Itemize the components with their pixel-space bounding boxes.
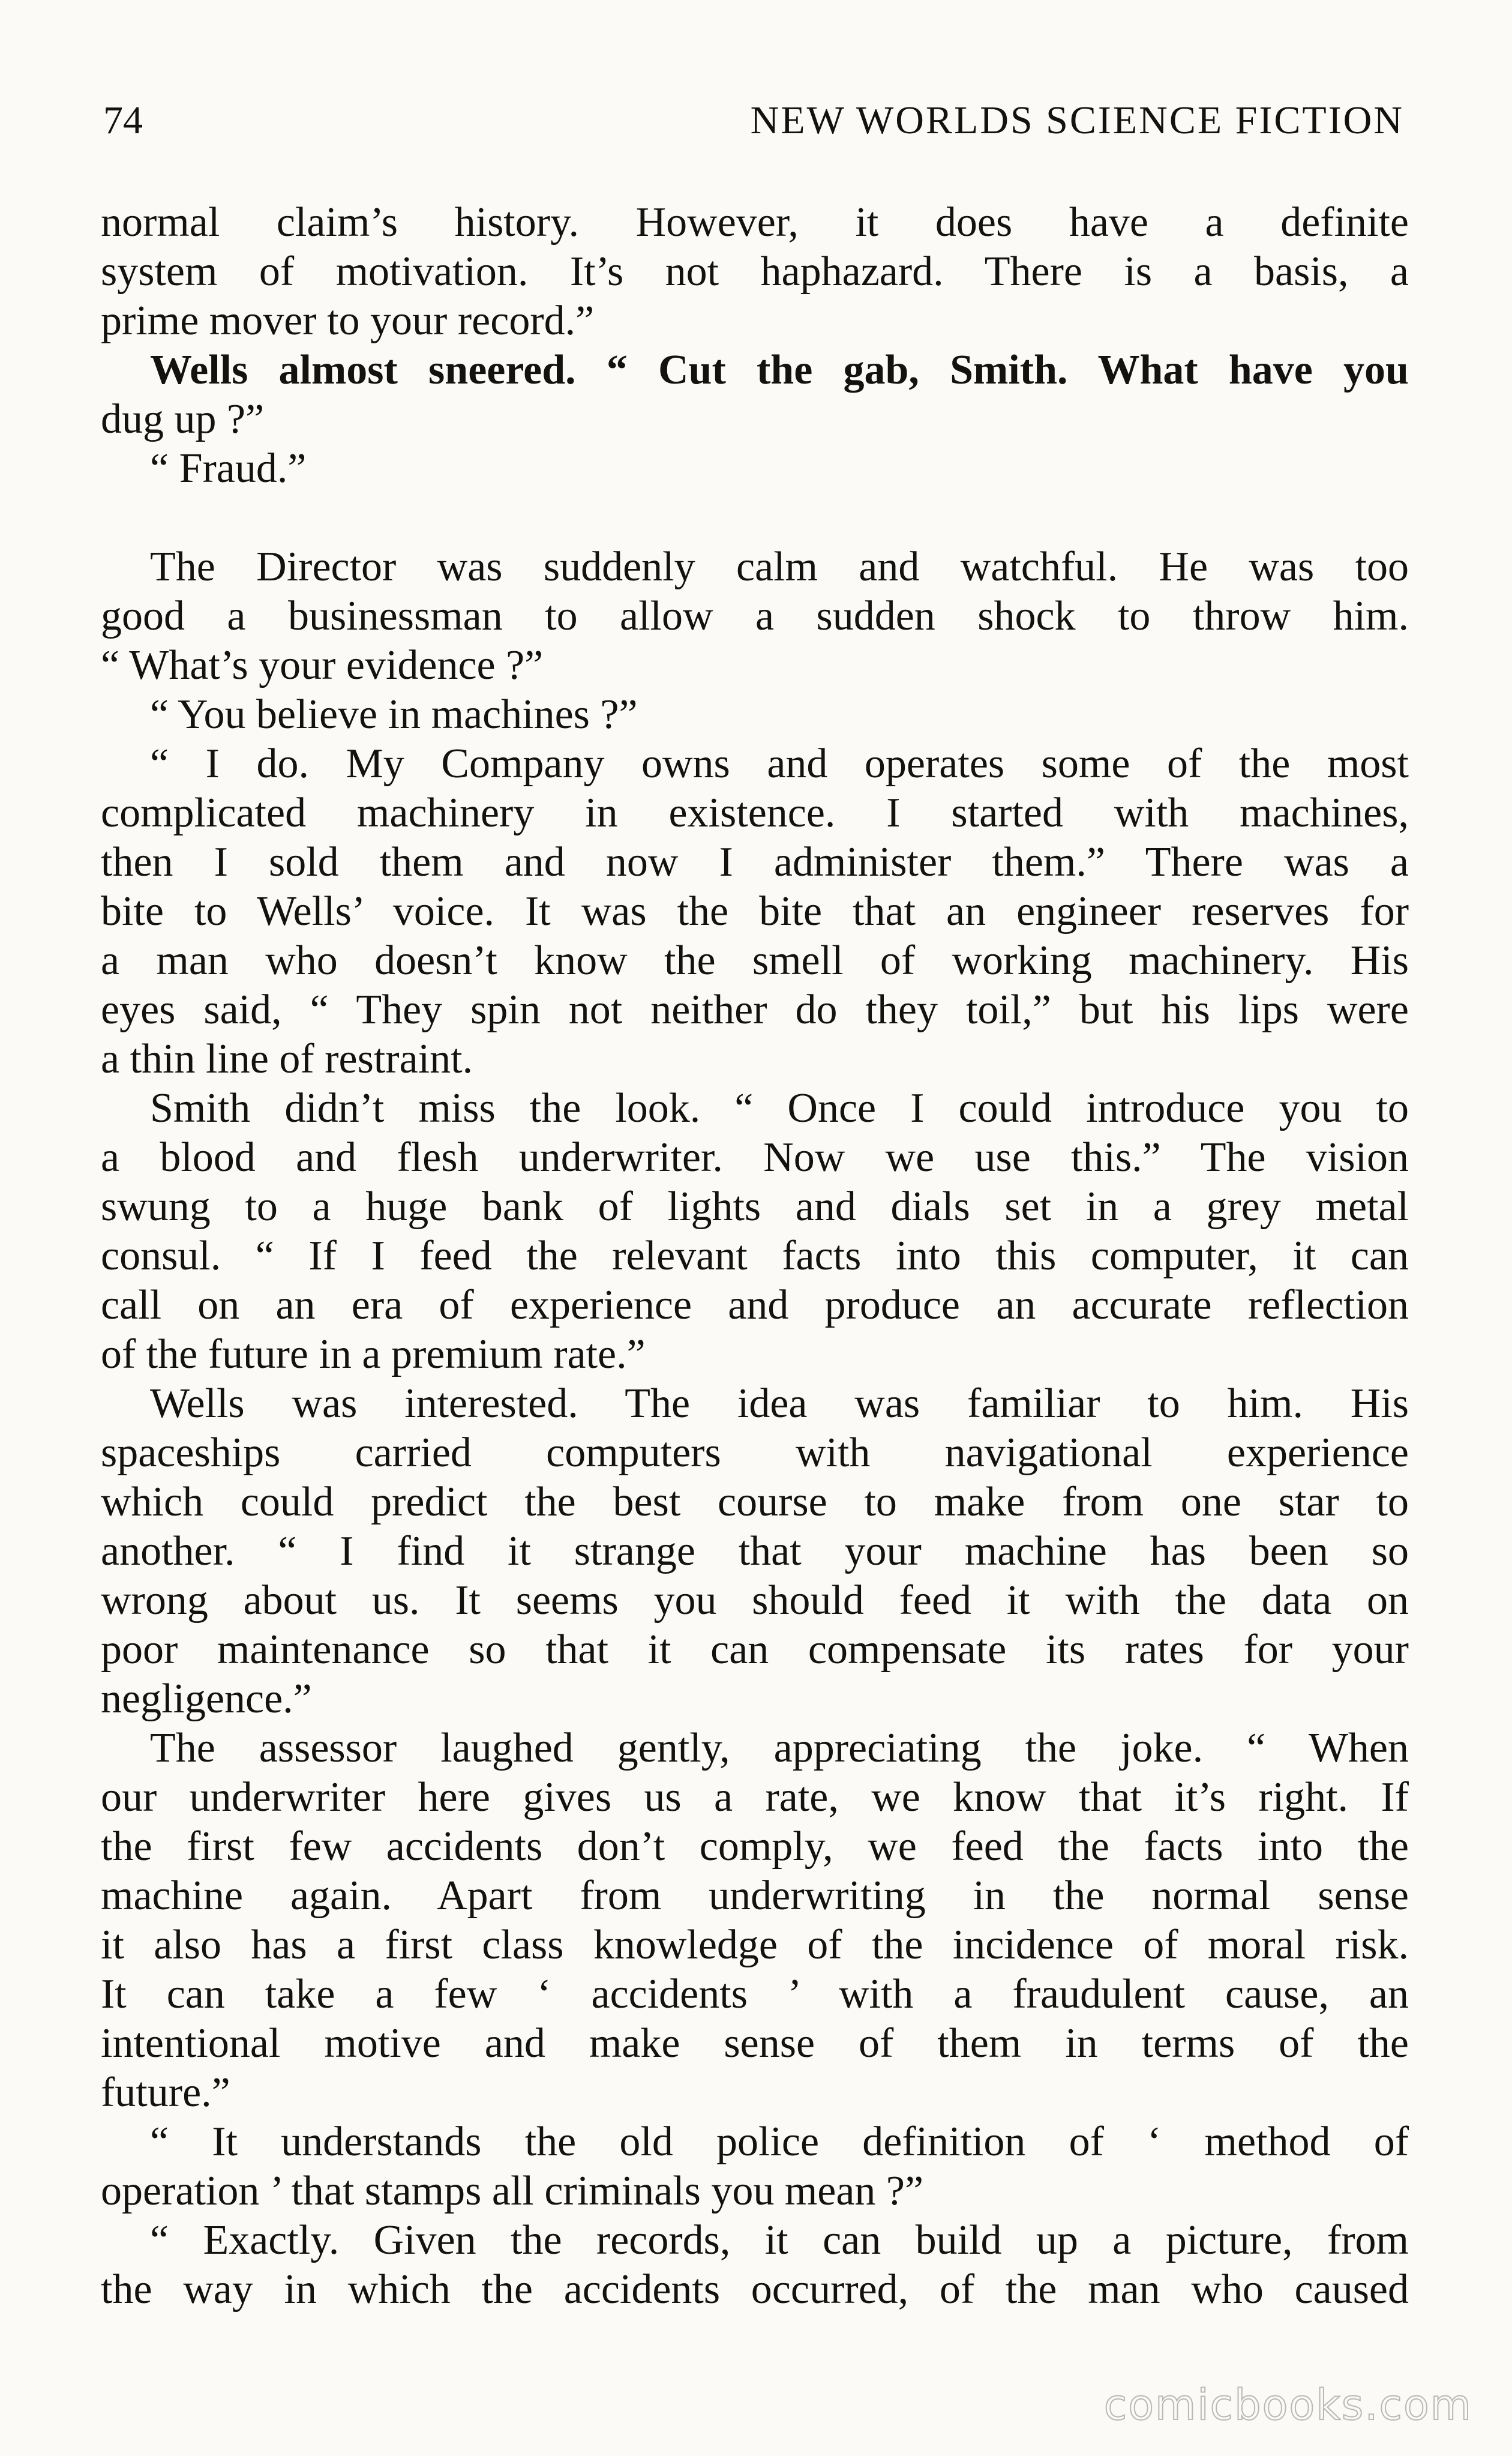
text-line: another. “ I find it strange that your machine has been so xyxy=(101,1528,1409,1574)
text-line: dug up ?” xyxy=(101,396,265,442)
text-line: a blood and flesh underwriter. Now we use this.” The vision xyxy=(101,1134,1409,1181)
text-line: “ I do. My Company owns and operates some of the most xyxy=(150,741,1409,787)
text-line: prime mover to your record.” xyxy=(101,298,595,344)
text-line: Wells almost sneered. “ Cut the gab, Smith. What have you xyxy=(150,347,1409,393)
text-line: then I sold them and now I administer them.” There was a xyxy=(101,839,1409,885)
text-line: “ You believe in machines ?” xyxy=(150,691,638,738)
text-line: the way in which the accidents occurred, of the man who caused xyxy=(101,2266,1409,2313)
text-line: system of motivation. It’s not haphazard. There is a basis, a xyxy=(101,248,1409,295)
text-line: swung to a huge bank of lights and dials set in a grey metal xyxy=(101,1184,1409,1230)
text-line: The Director was suddenly calm and watchful. He was too xyxy=(150,544,1409,590)
text-line: it also has a first class knowledge of the incidence of moral risk. xyxy=(101,1922,1409,1968)
page-number: 74 xyxy=(103,98,143,142)
text-line: which could predict the best course to make from one star to xyxy=(101,1479,1409,1525)
text-line: consul. “ If I feed the relevant facts into this computer, it can xyxy=(101,1233,1409,1279)
text-line: machine again. Apart from underwriting in the normal sense xyxy=(101,1873,1409,1919)
text-line: The assessor laughed gently, appreciating the joke. “ When xyxy=(150,1725,1409,1771)
text-line: “ It understands the old police definition of ‘ method of xyxy=(150,2119,1409,2165)
text-line: wrong about us. It seems you should feed it with the data on xyxy=(101,1577,1409,1624)
text-line: complicated machinery in existence. I started with machines, xyxy=(101,790,1409,836)
text-line: a thin line of restraint. xyxy=(101,1036,473,1082)
text-line: poor maintenance so that it can compensate its rates for your xyxy=(101,1627,1409,1673)
text-line: operation ’ that stamps all criminals you mean ?” xyxy=(101,2168,924,2214)
text-line: intentional motive and make sense of them in terms of the xyxy=(101,2020,1409,2066)
body-text xyxy=(101,198,1409,2314)
text-line: call on an era of experience and produce an accurate reflection xyxy=(101,1282,1409,1328)
text-line: Wells was interested. The idea was familiar to him. His xyxy=(150,1380,1409,1427)
text-line: bite to Wells’ voice. It was the bite that an engineer reserves for xyxy=(101,888,1409,935)
text-line: good a businessman to allow a sudden shock to throw him. xyxy=(101,593,1409,639)
text-line: a man who doesn’t know the smell of working machinery. His xyxy=(101,938,1409,984)
text-line: It can take a few ‘ accidents ’ with a fraudulent cause, an xyxy=(101,1971,1409,2017)
site-watermark: comicbooks.com xyxy=(1103,2380,1472,2430)
text-line: of the future in a premium rate.” xyxy=(101,1331,646,1377)
paragraph-gap xyxy=(101,493,1409,543)
text-line: eyes said, “ They spin not neither do they toil,” but his lips were xyxy=(101,987,1409,1033)
text-line: “ What’s your evidence ?” xyxy=(101,642,544,688)
text-line: “ Fraud.” xyxy=(150,445,307,492)
text-line: our underwriter here gives us a rate, we know that it’s right. If xyxy=(101,1774,1409,1820)
text-line: spaceships carried computers with navigational experience xyxy=(101,1430,1409,1476)
text-line: normal claim’s history. However, it does have a definite xyxy=(101,199,1409,245)
text-line: Smith didn’t miss the look. “ Once I could introduce you to xyxy=(150,1085,1409,1131)
running-head-title: NEW WORLDS SCIENCE FICTION xyxy=(750,98,1404,142)
text-line: the first few accidents don’t comply, we feed the facts into the xyxy=(101,1823,1409,1870)
text-line: future.” xyxy=(101,2069,230,2116)
text-line: negligence.” xyxy=(101,1676,312,1722)
text-line: “ Exactly. Given the records, it can build up a picture, from xyxy=(150,2217,1409,2263)
